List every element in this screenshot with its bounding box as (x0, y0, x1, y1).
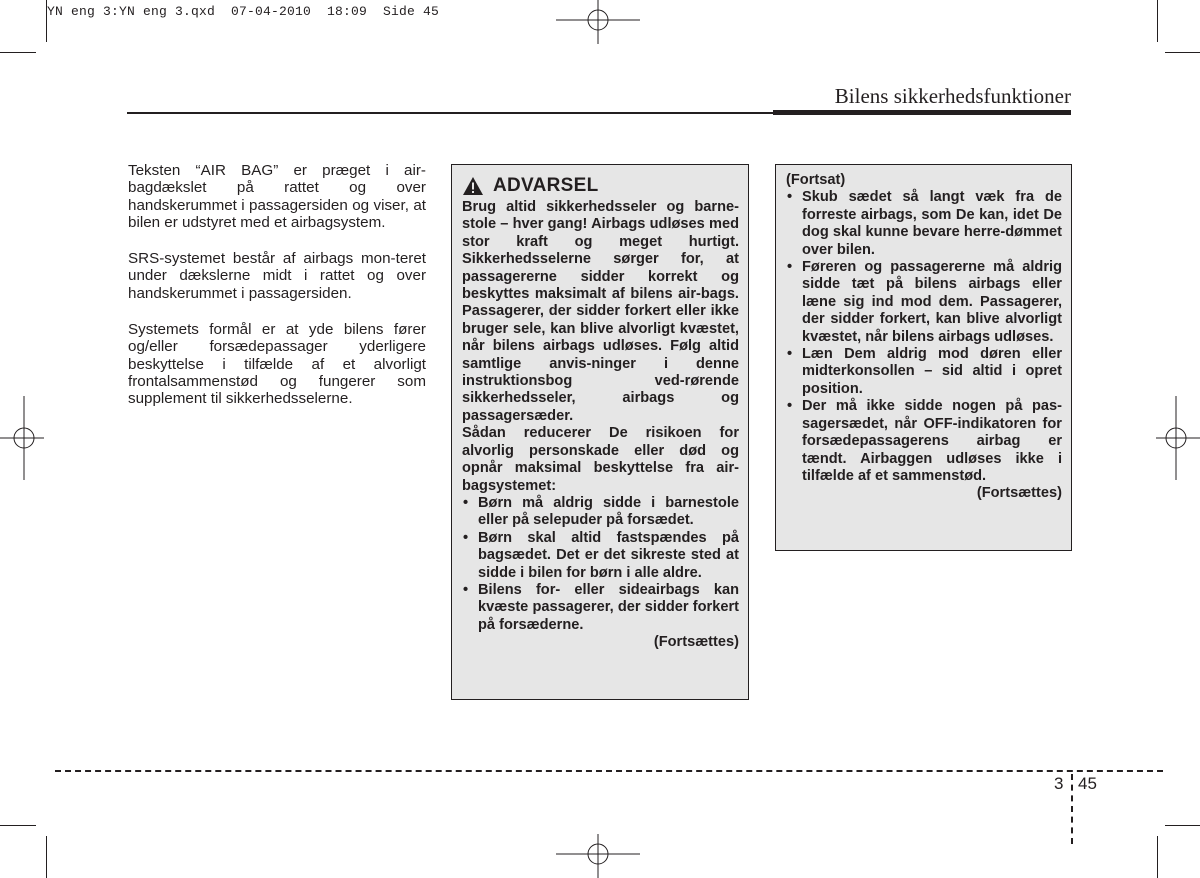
body-paragraph: Systemets formål er at yde bilens fører og/eller forsædepassager yderligere beskyttelse i tilfælde af et alvorligt frontalsammenstød og fungerer som supplement til sikkerhedsselerne. (128, 321, 426, 408)
registration-mark-top-icon (556, 0, 640, 44)
list-item-text: Bilens for- eller sideairbags kan kvæste passagerer, der sidder forkert på forsæderne. (478, 581, 739, 633)
body-paragraph: SRS-systemet består af airbags mon-teret under dækslerne midt i rattet og over handskerummet i passagersiden. (128, 250, 426, 302)
list-item-text: Føreren og passagererne må aldrig sidde tæt på bilens airbags eller læne sig ind mod dem. Passagerer, der sidder forkert, kan blive alvorligt kvæstet, når bilens airbags udløses. (802, 259, 1062, 345)
registration-mark-right-icon (1156, 396, 1200, 480)
warning-triangle-icon (462, 176, 484, 196)
bullet: • (463, 529, 469, 546)
list-item (462, 582, 739, 634)
footer-divider (1071, 774, 1073, 844)
page-number: 45 (1078, 774, 1097, 793)
list-item-text: Børn må aldrig sidde i barnestole eller på selepuder på forsædet. (478, 494, 739, 529)
registration-mark-bottom-icon (556, 834, 640, 878)
list-item-text: Der må ikke sidde nogen på pas-sagersædet, når OFF-indikatoren for forsædepassagerens airbag er tændt. Airbaggen udløses ikke i tilfælde af et sammenstød. (802, 398, 1062, 484)
list-item (786, 398, 1062, 485)
bullet: • (787, 346, 793, 363)
bullet: • (463, 494, 469, 511)
warning-bullet-list (462, 495, 739, 634)
continued-note: (Fortsættes) (653, 634, 739, 651)
chapter-number: 3 (1054, 774, 1064, 793)
continued-label: (Fortsat) (786, 172, 846, 188)
registration-mark-left-icon (0, 396, 44, 480)
footer-rule (55, 770, 1163, 772)
continued-warning-box (775, 164, 1072, 551)
list-item (462, 530, 739, 582)
bullet: • (787, 398, 793, 415)
warning-title: ADVARSEL (493, 175, 599, 197)
section-title: Bilens sikkerhedsfunktioner (834, 84, 1071, 108)
list-item-text: Børn skal altid fastspændes på bagsædet. Det er det sikreste sted at sidde i bilen for børn i alle aldre. (478, 529, 739, 581)
list-item-text: Læn Dem aldrig mod døren eller midterkonsollen – sid altid i opret position. (802, 346, 1062, 397)
list-item (786, 259, 1062, 346)
warning-lead: Sådan reducerer De risikoen for alvorlig personskade eller død og opnår maksimal beskyttelse fra air-bagsystemet: (462, 425, 739, 494)
list-item-text: Skub sædet så langt væk fra de forreste airbags, som De kan, idet De dog skal kunne bevare herre-dømmet over bilen. (802, 189, 1062, 258)
body-paragraph: Teksten “AIR BAG” er præget i air-bagdækslet på rattet og over handskerummet i passagersiden og viser, at bilen er udstyret med et airbagsystem. (128, 162, 426, 231)
continued-note: (Fortsættes) (976, 485, 1062, 502)
header-rule-accent (773, 110, 1071, 115)
bullet: • (787, 259, 793, 276)
warning-intro: Brug altid sikkerhedsseler og barne-stole – hver gang! Airbags udløses med stor kraft og meget hurtigt. Sikkerhedsselerne sørger for, at passagererne sidder korrekt og beskyttes maksimalt af bilens air-bags. Passagerer, der sidder forkert eller ikke bruger sele, kan blive alvorligt kvæstet, når bilens airbags udløses. Følg altid samtlige anvis-ninger i denne instruktionsbog ved-rørende sikkerhedsseler, airbags og passagersæder. (462, 199, 739, 424)
list-item (786, 189, 1062, 259)
list-item (462, 495, 739, 530)
continued-bullet-list (786, 189, 1062, 485)
bullet: • (463, 581, 469, 598)
bullet: • (787, 189, 793, 206)
warning-box (451, 164, 749, 700)
body-text-column (128, 162, 426, 427)
warning-header (462, 176, 739, 196)
print-slug: YN eng 3:YN eng 3.qxd 07-04-2010 18:09 Side 45 (47, 4, 440, 19)
list-item (786, 346, 1062, 398)
